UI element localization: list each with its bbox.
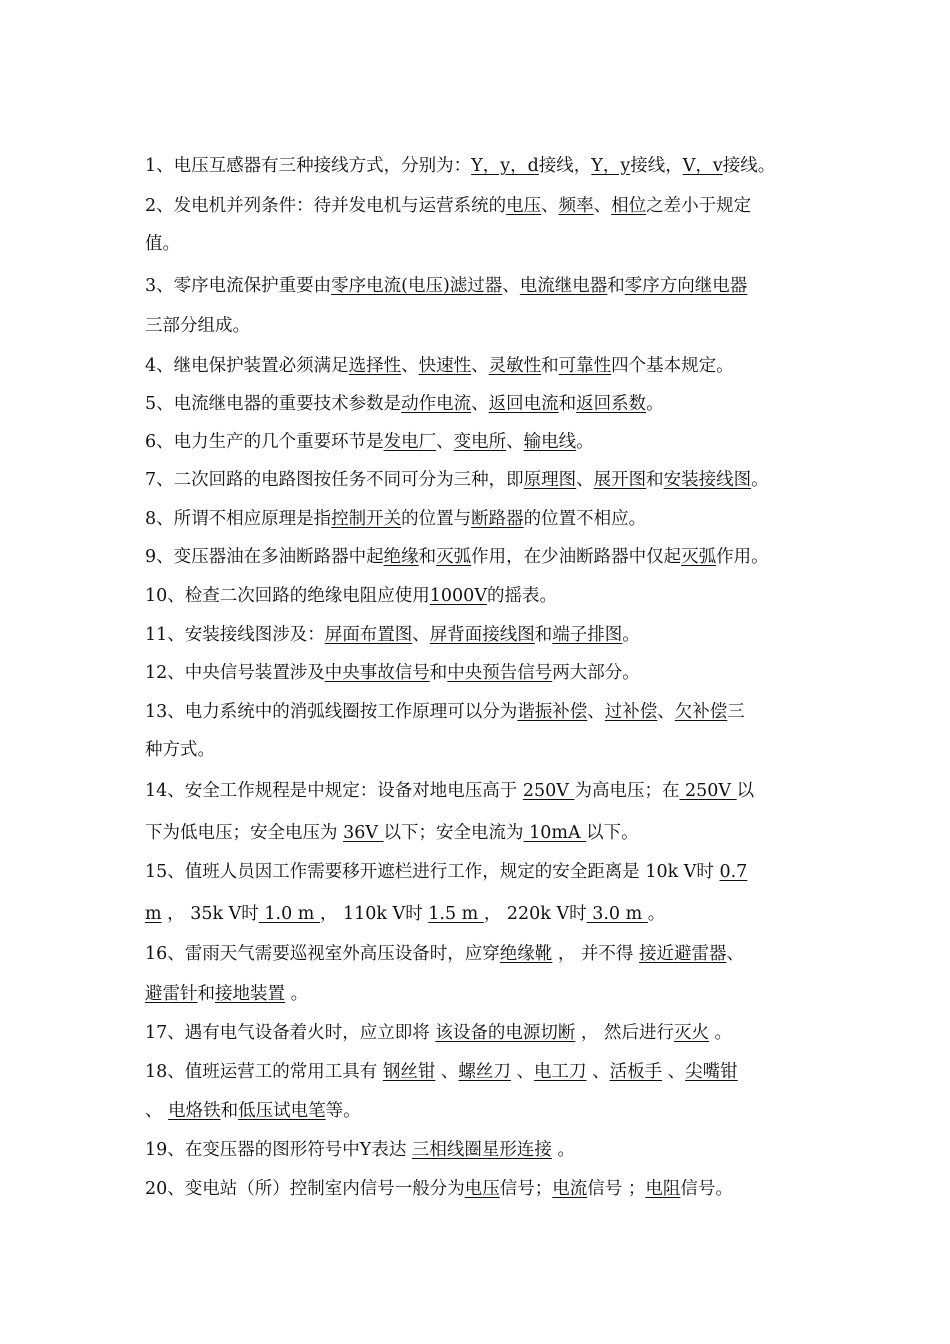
line-text: 之差小于规定 — [646, 196, 752, 216]
text-line — [145, 860, 747, 884]
line-text: 7、二次回路的电路图按任务不同可分为三种，即 — [145, 470, 524, 490]
line-text: 5、电流继电器的重要技术参数是 — [145, 394, 402, 414]
answer-blank: 250V — [679, 781, 737, 801]
line-text: 、 — [502, 276, 520, 296]
answer-blank: 1000V — [429, 586, 487, 606]
answer-blank: 安装接线图 — [663, 470, 752, 490]
answer-blank: 控制开关 — [331, 509, 402, 529]
line-text: 和 — [197, 984, 215, 1004]
text-line — [145, 430, 594, 454]
line-text: 以 — [736, 781, 755, 801]
line-text: 19、在变压器的图形符号中Y表达 — [145, 1140, 412, 1160]
answer-blank: 频率 — [558, 196, 594, 216]
answer-blank: 原理图 — [523, 470, 577, 490]
text-line — [145, 1138, 575, 1162]
answer-blank: 250V — [522, 781, 575, 801]
answer-blank: 动作电流 — [401, 394, 472, 414]
line-text: 三部分组成。 — [145, 316, 250, 336]
line-text: 和 — [220, 1101, 239, 1121]
line-text: 为高电压；在 — [574, 781, 680, 801]
answer-blank: 屏背面接线图 — [429, 625, 535, 645]
line-text: 17、遇有电气设备着火时，应立即将 — [145, 1023, 436, 1043]
line-text: 12、中央信号装置涉及 — [145, 663, 325, 683]
text-line — [145, 545, 769, 569]
line-text: 和 — [607, 276, 625, 296]
answer-blank: 避雷针 — [145, 984, 198, 1004]
line-text: 14、安全工作规程是中规定：设备对地电压高于 — [145, 781, 523, 801]
line-text: 作用。 — [716, 547, 769, 567]
text-line — [145, 354, 734, 378]
text-line — [145, 982, 308, 1006]
line-text: 的位置不相应。 — [523, 509, 647, 529]
answer-blank: 螺丝刀 — [458, 1062, 511, 1082]
answer-blank: 灭弧 — [436, 547, 472, 567]
answer-blank: 返回系数 — [576, 394, 647, 414]
answer-blank: 返回电流 — [488, 394, 559, 414]
text-line — [145, 1177, 733, 1201]
text-line — [145, 314, 250, 338]
line-text: 。 — [551, 1140, 575, 1160]
answer-blank: 低压试电笔 — [238, 1101, 326, 1121]
text-line — [145, 661, 640, 685]
line-text: 、 — [587, 702, 605, 722]
answer-blank: 零序电流(电压)滤过器 — [331, 276, 503, 296]
line-text: 18、值班运营工的常用工具有 — [145, 1062, 383, 1082]
line-text: 2、发电机并列条件：待并发电机与运营系统的 — [145, 196, 507, 216]
line-text: 以下。 — [586, 823, 639, 843]
answer-blank: V，v — [682, 156, 723, 176]
line-text: 等。 — [325, 1101, 361, 1121]
line-text: 作用，在少油断路器中仅起 — [471, 547, 682, 567]
line-text: 、 — [471, 394, 489, 414]
line-text: 四个基本规定。 — [611, 356, 734, 376]
answer-blank: 10mA — [523, 823, 587, 843]
line-text: 、 — [401, 356, 419, 376]
text-line — [145, 194, 751, 218]
line-text: 信号； — [499, 1179, 553, 1199]
line-text: ， 35k V时 — [161, 904, 259, 924]
line-text: 、 — [412, 625, 430, 645]
line-text: 15、值班人员因工作需要移开遮栏进行工作，规定的安全距离是 10k V时 — [145, 862, 720, 882]
answer-blank: 变电所 — [453, 432, 507, 452]
answer-blank: 发电厂 — [383, 432, 437, 452]
line-text: 8、所谓不相应原理是指 — [145, 509, 332, 529]
answer-blank: 电压 — [464, 1179, 500, 1199]
answer-blank: 绝缘靴 — [499, 944, 553, 964]
line-text: 。 — [285, 984, 309, 1004]
answer-blank: 电压 — [506, 196, 542, 216]
answer-blank: 该设备的电源切断 — [435, 1023, 576, 1043]
line-text: 接线。 — [722, 156, 776, 176]
answer-blank: 钢丝钳 — [382, 1062, 436, 1082]
line-text: 和 — [429, 663, 448, 683]
line-text: 、 — [657, 702, 675, 722]
line-text: 、 — [726, 944, 744, 964]
line-text: ， 并不得 — [552, 944, 639, 964]
answer-blank: 屏面布置图 — [324, 625, 413, 645]
answer-blank: 快速性 — [418, 356, 472, 376]
line-text: 、 — [145, 1101, 169, 1121]
text-line — [145, 1060, 738, 1084]
text-line — [145, 821, 639, 845]
line-text: 、 — [586, 1062, 610, 1082]
answer-blank: 中央事故信号 — [324, 663, 430, 683]
line-text: 11、安装接线图涉及： — [145, 625, 325, 645]
line-text: 。 — [647, 904, 666, 924]
line-text: 3、零序电流保护重要由 — [145, 276, 332, 296]
line-text: 的位置与 — [401, 509, 472, 529]
line-text: 和 — [534, 625, 553, 645]
line-text: 。 — [622, 625, 640, 645]
line-text: 的摇表。 — [486, 586, 557, 606]
text-line — [145, 738, 215, 762]
line-text: 6、电力生产的几个重要环节是 — [145, 432, 384, 452]
line-text: 。 — [708, 1023, 733, 1043]
line-text: 、 — [506, 432, 524, 452]
text-line — [145, 468, 769, 492]
line-text: 、 — [436, 432, 454, 452]
answer-blank: 电工刀 — [534, 1062, 587, 1082]
answer-blank: 绝缘 — [383, 547, 419, 567]
answer-blank: 谐振补偿 — [517, 702, 588, 722]
line-text: 值。 — [145, 234, 180, 254]
answer-blank: 输电线 — [523, 432, 577, 452]
text-line — [145, 154, 775, 178]
answer-blank: 中央预告信号 — [447, 663, 553, 683]
line-text: 信号。 — [680, 1179, 733, 1199]
line-text: 和 — [646, 470, 664, 490]
text-line — [145, 623, 640, 647]
answer-blank: 电流 — [552, 1179, 588, 1199]
answer-blank: 1.0 m — [258, 904, 320, 924]
answer-blank: 欠补偿 — [674, 702, 728, 722]
answer-blank: 选择性 — [348, 356, 402, 376]
text-line — [145, 584, 557, 608]
text-line — [145, 902, 665, 926]
answer-blank: 零序方向继电器 — [624, 276, 748, 296]
answer-blank: Y，y，d — [471, 156, 539, 176]
text-line — [145, 1099, 361, 1123]
line-text: 、 — [510, 1062, 534, 1082]
answer-blank: 尖嘴钳 — [685, 1062, 738, 1082]
text-line — [145, 1021, 732, 1045]
answer-blank: 电烙铁 — [168, 1101, 221, 1121]
answer-blank: 展开图 — [593, 470, 647, 490]
answer-blank: 灭弧 — [681, 547, 717, 567]
line-text: ， 然后进行 — [575, 1023, 674, 1043]
text-line — [145, 507, 646, 531]
answer-blank: m — [145, 904, 162, 924]
line-text: 、 — [576, 470, 594, 490]
line-text: 三 — [727, 702, 745, 722]
answer-blank: 相位 — [611, 196, 647, 216]
answer-blank: 三相线圈星形连接 — [411, 1140, 552, 1160]
line-text: 、 — [662, 1062, 686, 1082]
line-text: 13、电力系统中的消弧线圈按工作原理可以分为 — [145, 702, 518, 722]
answer-blank: 电流继电器 — [519, 276, 608, 296]
text-line — [145, 392, 664, 416]
line-text: 16、雷雨天气需要巡视室外高压设备时，应穿 — [145, 944, 500, 964]
line-text: 1、电压互感器有三种接线方式，分别为： — [145, 156, 472, 176]
line-text: 10、检查二次回路的绝缘电阻应使用 — [145, 586, 430, 606]
line-text: 种方式。 — [145, 740, 215, 760]
text-line — [145, 700, 745, 724]
line-text: 。 — [576, 432, 594, 452]
line-text: 下为低电压；安全电压为 — [145, 823, 344, 843]
answer-blank: 断路器 — [471, 509, 524, 529]
line-text: 和 — [558, 394, 577, 414]
line-text: 接线， — [538, 156, 592, 176]
answer-blank: 灵敏性 — [488, 356, 542, 376]
text-line — [145, 779, 754, 803]
answer-blank: 3.0 m — [586, 904, 648, 924]
answer-blank: 0.7 — [719, 862, 748, 882]
answer-blank: 端子排图 — [552, 625, 623, 645]
line-text: 20、变电站（所）控制室内信号一般分为 — [145, 1179, 465, 1199]
answer-blank: 36V — [343, 823, 384, 843]
answer-blank: 电阻 — [645, 1179, 681, 1199]
answer-blank: 过补偿 — [604, 702, 658, 722]
line-text: 和 — [541, 356, 559, 376]
line-text: 和 — [418, 547, 437, 567]
line-text: 、 — [541, 196, 559, 216]
text-line — [145, 942, 744, 966]
answer-blank: 1.5 m — [428, 904, 484, 924]
line-text: 、 — [471, 356, 489, 376]
line-text: ， 220k V时 — [483, 904, 587, 924]
answer-blank: 接地装置 — [215, 984, 285, 1004]
line-text: 信号 ； — [587, 1179, 646, 1199]
line-text: 以下；安全电流为 — [383, 823, 524, 843]
line-text: 9、变压器油在多油断路器中起 — [145, 547, 384, 567]
line-text: 、 — [435, 1062, 459, 1082]
line-text: ， 110k V时 — [319, 904, 429, 924]
line-text: 4、继电保护装置必须满足 — [145, 356, 349, 376]
answer-blank: 可靠性 — [558, 356, 612, 376]
answer-blank: Y，y — [591, 156, 631, 176]
line-text: 。 — [646, 394, 664, 414]
answer-blank: 接近避雷器 — [638, 944, 727, 964]
answer-blank: 灭火 — [673, 1023, 709, 1043]
text-line — [145, 232, 180, 256]
line-text: 、 — [593, 196, 612, 216]
text-line — [145, 274, 747, 298]
line-text: 接线， — [630, 156, 683, 176]
answer-blank: 活板手 — [609, 1062, 663, 1082]
line-text: 。 — [751, 470, 769, 490]
line-text: 两大部分。 — [552, 663, 640, 683]
